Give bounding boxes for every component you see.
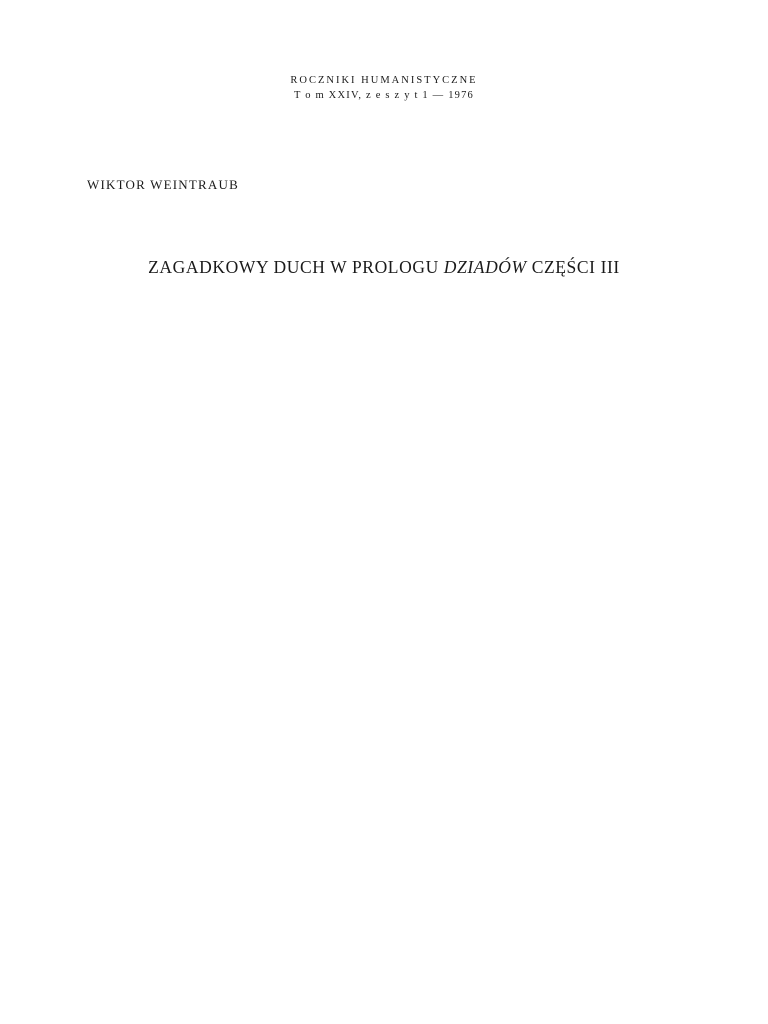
article-title xyxy=(0,257,768,278)
journal-volume: T o m XXIV, z e s z y t 1 — 1976 xyxy=(293,90,475,101)
title-part-1: ZAGADKOWY DUCH W PROLOGU xyxy=(148,257,444,277)
intro-paragraph xyxy=(87,317,713,338)
author-name: WIKTOR WEINTRAUB xyxy=(87,177,239,192)
journal-header xyxy=(0,73,768,103)
title-italic: DZIADÓW xyxy=(443,257,527,277)
journal-name: ROCZNIKI HUMANISTYCZNE xyxy=(290,75,478,86)
title-part-2: CZĘŚCI III xyxy=(526,257,620,277)
intro-line xyxy=(87,317,713,338)
